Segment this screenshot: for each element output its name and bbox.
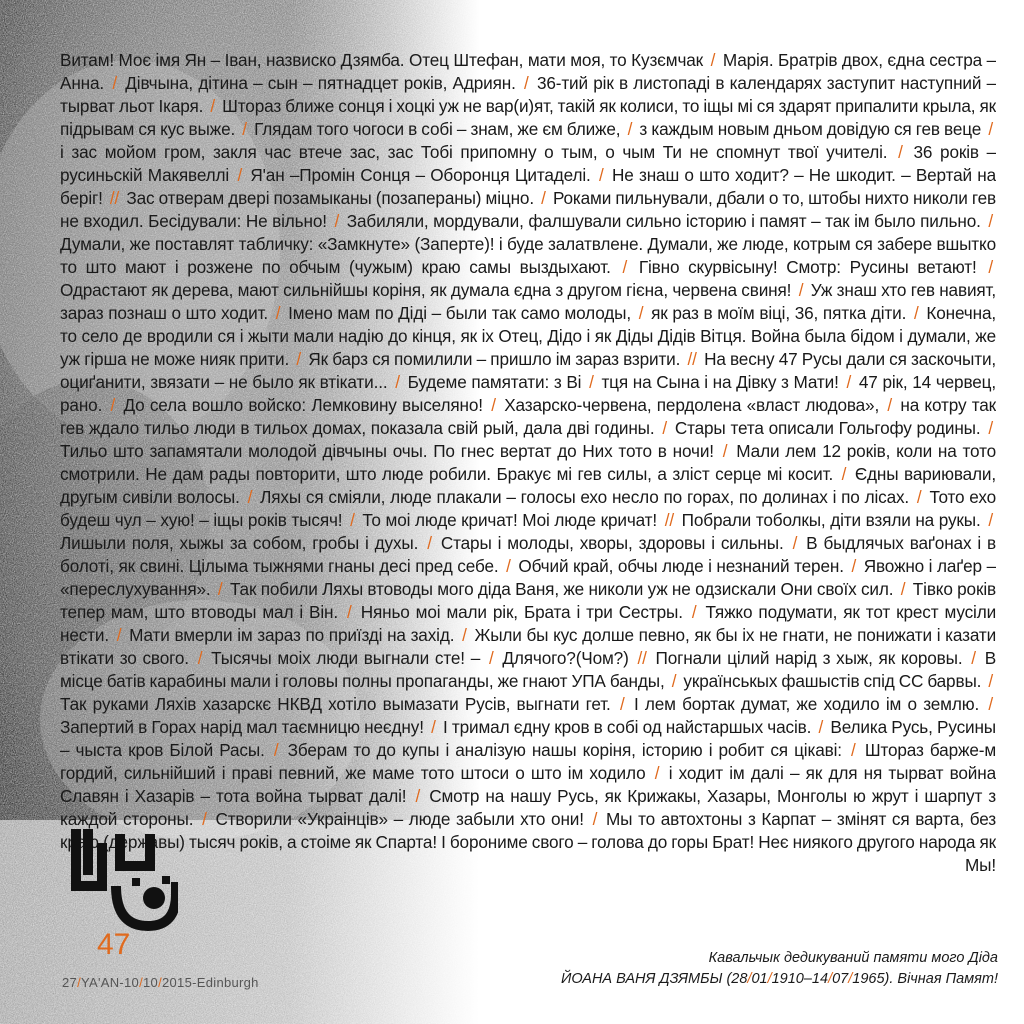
poem-segment: Лишыли поля, хыжы за собом, гробы і духы. <box>60 533 419 553</box>
poem-segment: Мали лем 12 років, коли на тото смотрили. Не дам рады повторити, што люде робили. Бракує мі гев силы, а зліст серце мі косит. <box>60 441 996 484</box>
footer-part: 2015-Edinburgh <box>162 975 259 990</box>
verse-separator: / <box>506 556 511 576</box>
verse-separator: / <box>851 556 857 576</box>
verse-separator: / <box>627 119 633 139</box>
verse-separator: / <box>988 119 993 139</box>
footer-separator: / <box>77 975 81 990</box>
verse-separator: / <box>916 487 922 507</box>
dedication-part: 1965). Вічная Памят! <box>852 971 998 987</box>
poem-segment: Я'ан –Промін Сонця – Оборонця Цитаделі. <box>250 165 591 185</box>
verse-separator: / <box>202 809 207 829</box>
dedication <box>478 948 998 990</box>
dedication-line-2 <box>478 969 998 990</box>
poem-segment: Глядам того чогоси в собі – знам, же єм ближе, <box>254 119 621 139</box>
poem-segment: Імено мам по Діді – были так само молоды, <box>288 303 631 323</box>
verse-separator: / <box>462 625 467 645</box>
verse-separator: / <box>217 579 223 599</box>
verse-separator: / <box>710 50 716 70</box>
poem-paragraph <box>60 49 996 877</box>
poem-segment: Стары тета описали Гольгофу родины. <box>674 418 981 438</box>
verse-separator: / <box>395 372 400 392</box>
verse-separator: / <box>971 648 976 668</box>
ya-an-logo <box>58 826 178 936</box>
verse-separator: / <box>619 694 625 714</box>
poem-segment: Гівно скурвісыну! Смотр: Русины ветают! <box>638 257 977 277</box>
footer-part: YA'AN-10 <box>80 975 140 990</box>
poem-segment: Так руками Ляхів хазарскє НКВД хотіло вымазати Русів, выгнати гет. <box>60 694 611 714</box>
verse-separator: / <box>900 579 906 599</box>
poem-segment: Одрастают як дерева, мают сильнійшы коріня, як думала єдна з другом гієна, червена свиня! <box>60 280 792 300</box>
dedication-part: 07 <box>832 971 849 987</box>
verse-separator: / <box>491 395 496 415</box>
poem-segment: Велика Русь, Русины – чыста кров Білой Расы. <box>60 717 996 760</box>
poem-segment: Тысячы моіх люди выгнали сте! – <box>211 648 481 668</box>
verse-separator: / <box>691 602 697 622</box>
footer-separator: / <box>139 975 144 990</box>
poem-segment: Конечна, то село де вродили ся і жыти мали надію до кінця, як іх Отец, Дідо і як Діды Дідів Вітця. Война была бідом і думали, же уж гірша не може нияк прити. <box>60 303 996 369</box>
verse-separator: / <box>237 165 243 185</box>
verse-separator: / <box>622 257 628 277</box>
footer-part: 10 <box>143 975 159 990</box>
poem-segment: Роками пильнували, дбали о то, штобы нихто николи гев не входил. Бесідували: Не вільно! <box>60 188 996 231</box>
poem-segment: Мати вмерли ім зараз по приїзді на захід. <box>129 625 455 645</box>
verse-separator: / <box>296 349 302 369</box>
dedication-part: 1910–14 <box>771 971 829 987</box>
poem-segment: Штораз барже-м гордий, сильнійший і праві певний, же маме тото штоси о што ім ходило <box>60 740 996 783</box>
poem-segment: І тримал єдну кров в собі од найстаршых часів. <box>443 717 812 737</box>
poem-segment: Тильо што запамятали молодой дівчыны очы. По гнес вертат до Них тото в ночи! <box>60 441 714 461</box>
poem-segment: 36 років – русиньскій Макявеллі <box>60 142 996 185</box>
verse-separator: / <box>350 510 355 530</box>
poem-segment: і ходит ім далі – як для ня тырват война Славян і Хазарів – тота война тырват далі! <box>60 763 996 806</box>
poem-segment: Мы то автохтоны з Карпат – змінят ся варта, без краю (державы) тысяч років, а стоіме як Спарта! І борониме свого – голова до горы Брат! Неє ниякого другого народа як Мы! <box>60 809 996 875</box>
poem-segment: Будеме памятати: з Ві <box>407 372 582 392</box>
verse-separator: / <box>488 648 494 668</box>
poem-segment: 47 рік, 14 червец, рано. <box>60 372 996 415</box>
verse-separator: / <box>210 96 216 116</box>
dedication-line-1: Кавальчык дедикуваний памяти мого Діда <box>708 950 998 966</box>
poem-segment: Няньо моі мали рік, Брата і три Сестры. <box>360 602 683 622</box>
verse-separator: / <box>722 441 728 461</box>
verse-separator: / <box>798 280 804 300</box>
poem-segment: Створили «Украінців» – люде забыли хто они! <box>215 809 584 829</box>
verse-separator: / <box>851 740 856 760</box>
verse-separator: / <box>671 671 677 691</box>
poem-segment: Витам! Моє імя Ян – Іван, назвиско Дзямба. Отец Штефан, мати моя, то Кузємчак <box>60 50 704 70</box>
verse-separator: / <box>592 809 598 829</box>
poem-segment: Ляхы ся сміяли, люде плакали – голосы ехо несло по горах, по долинах і по лісах. <box>260 487 910 507</box>
poem-segment: Запертий в Горах нарід мал таємницю неєдну! <box>60 717 424 737</box>
verse-separator: / <box>415 786 421 806</box>
verse-separator: / <box>988 510 993 530</box>
dedication-part: ЙОАНА ВАНЯ ДЗЯМБЫ (28 <box>560 971 748 987</box>
poem-segment: Обчий край, обчы люде і незнаний терен. <box>518 556 844 576</box>
verse-separator: / <box>347 602 352 622</box>
page-number: 47 <box>97 928 131 961</box>
poem-segment: Хазарско-червена, пердолена «власт людова», <box>504 395 880 415</box>
footer-part: 27 <box>62 975 78 990</box>
verse-separator: / <box>792 533 798 553</box>
dedication-part: 01 <box>751 971 768 987</box>
poem-segment: як раз в моїм віці, 36, пятка діти. <box>651 303 907 323</box>
poem-segment: Тото ехо будеш чул – хую! – іщы років тысяч! <box>60 487 996 530</box>
poem-segment: з каждым новым дньом довідую ся гев веце <box>639 119 982 139</box>
verse-separator: / <box>654 763 660 783</box>
verse-separator: / <box>599 165 604 185</box>
poem-segment: Уж знаш хто гев навият, зараз познаш о што ходит. <box>60 280 996 323</box>
verse-separator: / <box>116 625 122 645</box>
verse-separator: // <box>637 648 647 668</box>
poem-segment: І лем бортак думат, же ходило ім о землю. <box>633 694 980 714</box>
verse-separator: / <box>431 717 436 737</box>
verse-separator: / <box>273 740 279 760</box>
poem-segment: Штораз ближе сонця і хоцкі уж не вар(и)ят, такій як колиси, то іщы мі ся здарят припалити крыла, як підрывам ся кус выже. <box>60 96 996 139</box>
verse-separator: / <box>638 303 644 323</box>
footer-source-label <box>62 975 259 990</box>
poem-segment: тця на Сына і на Дівку з Мати! <box>601 372 839 392</box>
verse-separator: / <box>247 487 253 507</box>
verse-separator: / <box>589 372 594 392</box>
verse-separator: / <box>242 119 247 139</box>
verse-separator: / <box>988 694 994 714</box>
poem-segment: Дівчына, дітина – сын – пятнадцет років, Адриян. <box>125 73 516 93</box>
verse-separator: / <box>887 395 893 415</box>
date-separator: / <box>828 971 833 987</box>
poem-segment: Погнали цілий нарід з хыж, як коровы. <box>655 648 963 668</box>
poem-segment: на котру так гев ждало тильо люди в тильох домах, показала свій рый, дала дві годины. <box>60 395 996 438</box>
verse-separator: / <box>541 188 546 208</box>
poem-segment: Явожно і лаґер – «переслухування». <box>60 556 996 599</box>
verse-separator: // <box>109 188 120 208</box>
poem-segment: Так побили Ляхы втоводы мого діда Ваня, же николи уж не одзискали Они своїх сил. <box>229 579 894 599</box>
poem-segment: Не знаш о што ходит? – Не шкодит. – Вертай на беріг! <box>60 165 996 208</box>
poem-segment: То моі люде кричат! Моі люде кричат! <box>362 510 658 530</box>
verse-separator: // <box>664 510 674 530</box>
poem-segment: Смотр на нашу Русь, як Крижакы, Хазары, Монголы ю жрут і шарпут з каждой стороны. <box>60 786 996 829</box>
verse-separator: / <box>334 211 340 231</box>
verse-separator: // <box>687 349 697 369</box>
verse-separator: / <box>988 418 993 438</box>
poem-segment: Побрали тоболкы, діти взяли на рукы. <box>681 510 981 530</box>
poem-segment: Єдны вариювали, другым сивіли волосы. <box>60 464 996 507</box>
poem-segment: Тівко років тепер мам, што втоводы мал і Він. <box>60 579 996 622</box>
verse-separator: / <box>197 648 203 668</box>
poem-segment: Тяжко подумати, як тот крест мусіли нести. <box>60 602 996 645</box>
verse-separator: / <box>112 73 117 93</box>
verse-separator: / <box>427 533 432 553</box>
date-separator: / <box>767 971 772 987</box>
verse-separator: / <box>841 464 847 484</box>
verse-separator: / <box>662 418 667 438</box>
poem-segment: В місце батів карабины мали і головы полны пропаганды, же гнают УПА банды, <box>60 648 996 691</box>
verse-separator: / <box>988 671 994 691</box>
verse-separator: / <box>275 303 281 323</box>
verse-separator: / <box>988 257 994 277</box>
poem-segment: Зас отверам двері позамыканы (позаперaны) міцно. <box>126 188 534 208</box>
date-separator: / <box>848 971 853 987</box>
poem-segment: Марія. Братрів двох, єдна сестра – Анна. <box>60 50 996 93</box>
verse-separator: / <box>524 73 529 93</box>
poem-segment: Забиляли, мордували, фалшували сильно історию і памят – так ім было пильно. <box>346 211 981 231</box>
poem-segment: українськых фашыстів спід СС барвы. <box>683 671 982 691</box>
footer-separator: / <box>158 975 162 990</box>
verse-separator: / <box>818 717 824 737</box>
poem-segment: і зас мойом гром, закля час втече зас, зас Тобі припомну о тым, о чым Ти не спомнут твої учителі. <box>60 142 888 162</box>
poem-segment: Стары і молоды, хворы, здоровы і сильны. <box>440 533 784 553</box>
verse-separator: / <box>898 142 903 162</box>
verse-separator: / <box>110 395 116 415</box>
poem-segment: До села вошло войско: Лемковину выселяно! <box>123 395 483 415</box>
verse-separator: / <box>988 211 994 231</box>
poem-segment: Як барз ся помилили – пришло ім зараз взрити. <box>308 349 681 369</box>
poem-segment: 36-тий рік в листопаді в календарях заступит наступний – тырват льот Ікаря. <box>60 73 996 116</box>
poem-segment: Жыли бы кус долше певно, як бы іх не гнати, не понижати і казати втікати зо свого. <box>60 625 996 668</box>
poem-segment: Думали, же поставлят табличку: «Замкнуте» (Заперте)! і буде залатвлене. Думали, же люде, котрым ся забере вшытко то што мают і розжене по обчым (чужым) краю самы выздыхают. <box>60 234 996 277</box>
verse-separator: / <box>846 372 852 392</box>
poem-segment: В быдлячых ваґонах і в болоті, як свині. Цілыма тыжнями гнаны десі пред себе. <box>60 533 996 576</box>
poem-text-block <box>60 49 996 942</box>
verse-separator: / <box>913 303 919 323</box>
poem-segment: На весну 47 Русы дали ся заскочыти, оциґанити, звязати – не было як втікати... <box>60 349 996 392</box>
poem-segment: Длячого?(Чом?) <box>502 648 629 668</box>
poem-segment: Зберам то до купы і аналізую нашы коріня, історию і робит ся цікаві: <box>287 740 842 760</box>
date-separator: / <box>747 971 752 987</box>
